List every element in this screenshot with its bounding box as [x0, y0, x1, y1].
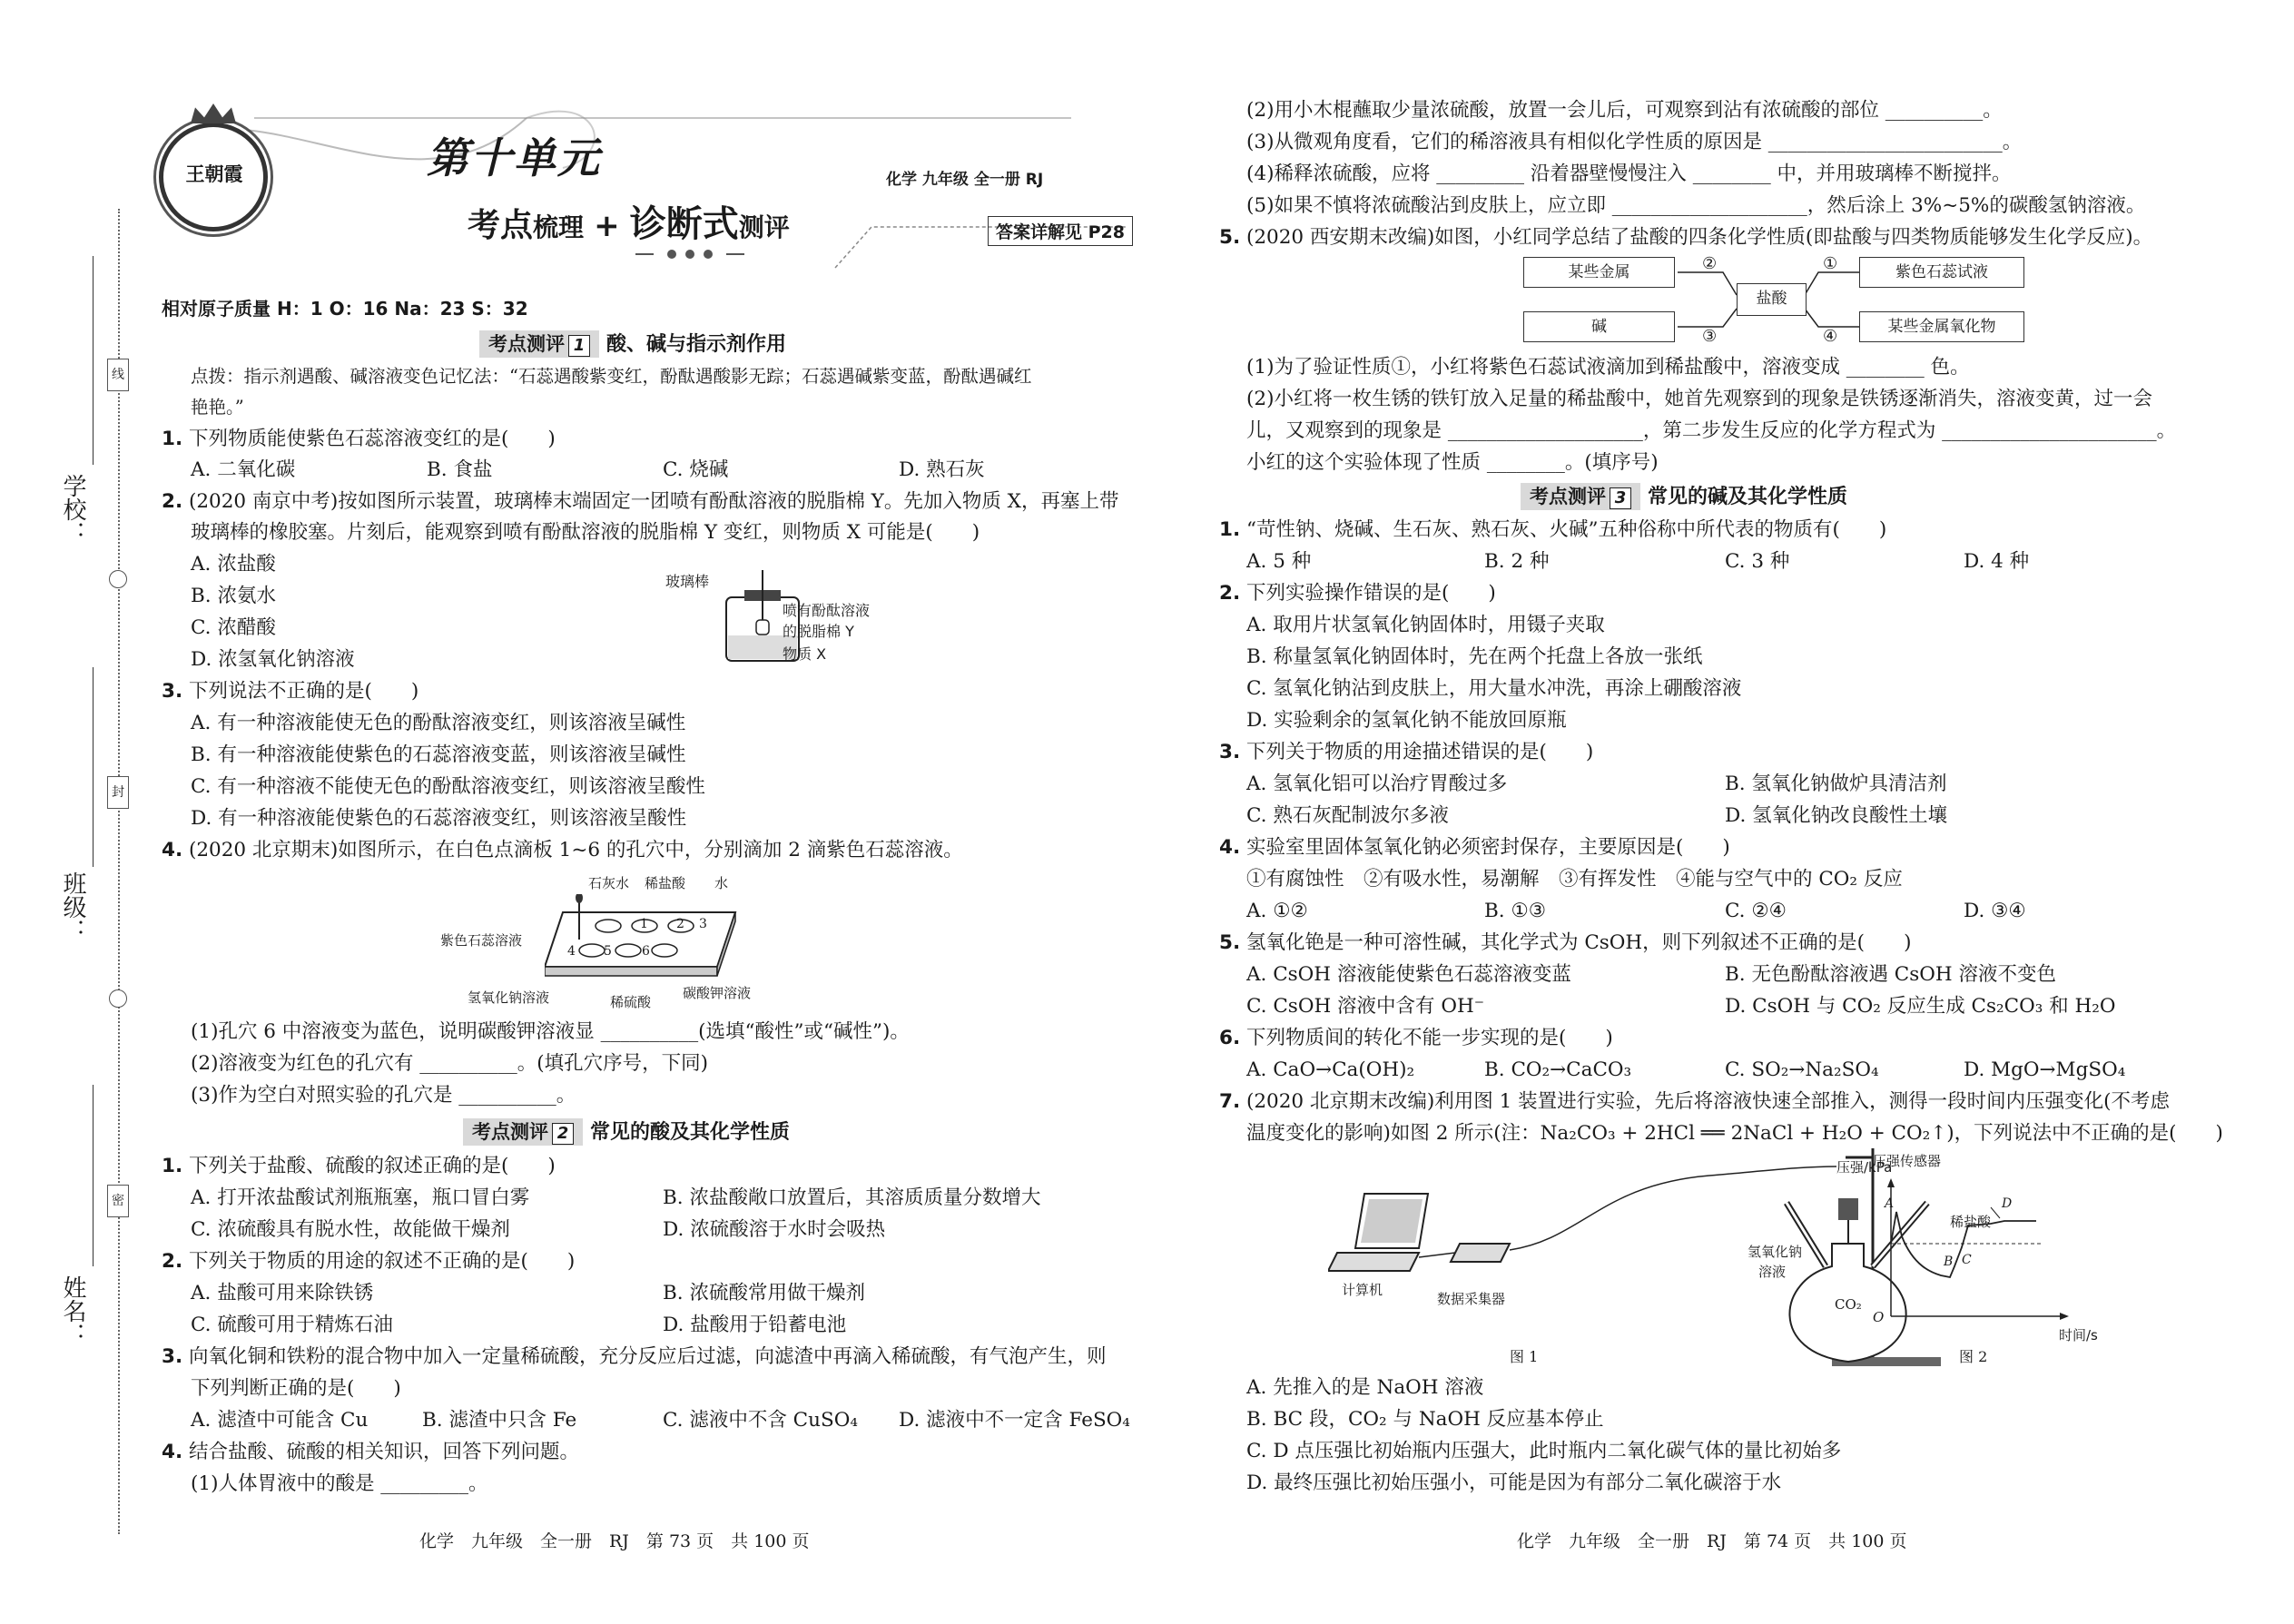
tip-line-2: 艳艳。”	[191, 397, 244, 418]
q5-sub-1: (1)为了验证性质①，小红将紫色石蕊试液滴加到稀盐酸中，溶液变成 ________ 色。	[1246, 356, 1970, 379]
base-question-2: 2. 下列实验操作错误的是( )	[1219, 582, 1496, 605]
q5-label-1: ①	[1823, 254, 1838, 273]
base-q6-option-c: C. SO₂→Na₂SO₄	[1725, 1058, 1879, 1081]
q3-option-b: B. 有一种溶液能使紫色的石蕊溶液变蓝，则该溶液呈碱性	[191, 743, 686, 766]
section-tag: 考点测评 3	[1521, 483, 1640, 510]
section-number: 1	[568, 335, 590, 357]
base-q4-statements: ①有腐蚀性 ②有吸水性，易潮解 ③有挥发性 ④能与空气中的 CO₂ 反应	[1246, 868, 1903, 891]
q5-box-base: 碱	[1523, 311, 1675, 342]
base-question-1: 1. “苛性钠、烧碱、生石灰、熟石灰、火碱”五种俗称中所代表的物质有( )	[1219, 518, 1887, 541]
acid-q4-sub-4: (4)稀释浓硫酸，应将 _________ 沿着器壁慢慢注入 ________ 中，并用玻璃棒不断搅拌。	[1246, 162, 2012, 185]
q4-hole-label-4: 4	[567, 944, 576, 959]
base-q2-option-a: A. 取用片状氢氧化钠固体时，用镊子夹取	[1246, 614, 1605, 636]
base-q2-option-b: B. 称量氢氧化钠固体时，先在两个托盘上各放一张纸	[1246, 645, 1703, 668]
q2-fig-y-label-1: 喷有酚酞溶液	[783, 602, 871, 619]
q4-fig-lime-label: 石灰水	[588, 875, 630, 891]
acid-q1-option-b: B. 浓盐酸敞口放置后，其溶质质量分数增大	[663, 1186, 1041, 1209]
q2-fig-rod-label: 玻璃棒	[665, 573, 710, 590]
base-question-6: 6. 下列物质间的转化不能一步实现的是( )	[1219, 1027, 1613, 1049]
q3-option-c: C. 有一种溶液不能使无色的酚酞溶液变红，则该溶液呈酸性	[191, 775, 705, 798]
acid-q4-sub-2: (2)用小木棍蘸取少量浓硫酸，放置一会儿后，可观察到沾有浓硫酸的部位 __________。	[1246, 99, 2003, 122]
unit-title: 第十单元	[427, 133, 601, 182]
acid-question-1: 1. 下列关于盐酸、硫酸的叙述正确的是( )	[162, 1155, 556, 1177]
base-question-3: 3. 下列关于物质的用途描述错误的是( )	[1219, 741, 1594, 763]
acid-q4-sub-5: (5)如果不慎将浓硫酸沾到皮肤上，应立即 ____________________，然后涂上 3%~5%的碳酸氢钠溶液。	[1246, 194, 2146, 217]
q4-fig-litmus-label: 紫色石蕊溶液	[440, 932, 523, 949]
section-tag: 考点测评 2	[463, 1118, 583, 1146]
q2-fig-y-label-2: 的脱脂棉 Y	[783, 623, 854, 640]
class-blank	[93, 667, 94, 867]
q4-sub-2: (2)溶液变为红色的孔穴有 __________。(填孔穴序号，下同)	[191, 1052, 709, 1075]
base-q7-option-a: A. 先推入的是 NaOH 溶液	[1246, 1376, 1484, 1399]
base-q3-option-b: B. 氢氧化钠做炉具清洁剂	[1725, 773, 1947, 795]
q7-fig1-collector-label: 数据采集器	[1437, 1291, 1506, 1307]
q4-hole-label-1: 1	[640, 917, 648, 931]
acid-question-4: 4. 结合盐酸、硫酸的相关知识，回答下列问题。	[162, 1441, 579, 1463]
base-q2-option-d: D. 实验剩余的氢氧化钠不能放回原瓶	[1246, 709, 1567, 732]
q5-box-oxide: 某些金属氧化物	[1859, 311, 2024, 342]
q1-option-a: A. 二氧化碳	[191, 458, 296, 481]
q3-option-a: A. 有一种溶液能使无色的酚酞溶液变红，则该溶液呈碱性	[191, 712, 686, 734]
q7-fig2-point-a: A	[1885, 1196, 1895, 1211]
subtitle-zhenduan: 诊断式	[629, 203, 739, 245]
q4-sub-3: (3)作为空白对照实验的孔穴是 __________。	[191, 1084, 576, 1107]
q7-fig2-point-c: C	[1962, 1253, 1972, 1267]
q5-label-2: ②	[1702, 254, 1718, 273]
section-1-header	[479, 329, 786, 356]
q4-fig-naoh-label: 氢氧化钠溶液	[468, 989, 550, 1006]
acid-q1-option-c: C. 浓硫酸具有脱水性，故能做干燥剂	[191, 1218, 510, 1241]
q5-label-3: ③	[1702, 327, 1718, 346]
q7-figure-1-caption: 图 1	[1510, 1348, 1539, 1365]
q1-option-b: B. 食盐	[427, 458, 493, 481]
q2-option-a: A. 浓盐酸	[191, 553, 276, 576]
acid-q3-option-d: D. 滤液中不一定含 FeSO₄	[899, 1409, 1130, 1432]
q5-sub-2-line-2: 儿，又观察到的现象是 ____________________，第二步发生反应的化学方程式为 ______________________。	[1246, 419, 2177, 442]
acid-q3-option-b: B. 滤渣中只含 Fe	[422, 1409, 577, 1432]
base-q3-option-c: C. 熟石灰配制波尔多液	[1246, 804, 1449, 827]
base-q6-option-a: A. CaO→Ca(OH)₂	[1246, 1058, 1415, 1081]
binding-circle	[109, 989, 127, 1008]
section-number: 3	[1610, 487, 1631, 509]
base-q4-option-d: D. ③④	[1964, 900, 2026, 922]
section-tag: 考点测评 1	[479, 330, 599, 358]
binding-dotted-line	[118, 209, 120, 1534]
subtitle-plus: +	[594, 208, 620, 244]
base-q6-option-b: B. CO₂→CaCO₃	[1484, 1058, 1632, 1081]
q5-label-4: ④	[1823, 327, 1838, 346]
acid-question-2: 2. 下列关于物质的用途的叙述不正确的是( )	[162, 1250, 576, 1273]
seal-mark-xian: 线	[107, 359, 129, 391]
section-title: 常见的酸及其化学性质	[590, 1121, 791, 1144]
section-3-header	[1521, 481, 1847, 508]
q7-fig2-origin: O	[1873, 1309, 1885, 1325]
acid-q3-option-a: A. 滤渣中可能含 Cu	[191, 1409, 369, 1432]
base-q1-option-a: A. 5 种	[1246, 550, 1312, 573]
acid-q1-option-d: D. 浓硫酸溶于水时会吸热	[663, 1218, 886, 1241]
base-q7-option-d: D. 最终压强比初始压强小，可能是因为有部分二氧化碳溶于水	[1246, 1471, 1782, 1494]
base-q4-option-b: B. ①③	[1484, 900, 1547, 922]
tip-line-1: 点拨：指示剂遇酸、碱溶液变色记忆法：“石蕊遇酸紫变红，酚酞遇酸影无踪；石蕊遇碱紫变蓝，酚酞遇碱红	[191, 366, 1032, 387]
base-q4-option-c: C. ②④	[1725, 900, 1787, 922]
seal-mark-mi: 密	[107, 1185, 129, 1217]
base-q7-option-c: C. D 点压强比初始瓶内压强大，此时瓶内二氧化碳气体的量比初始多	[1246, 1440, 1842, 1462]
q4-fig-hcl-label: 稀盐酸	[645, 875, 686, 891]
base-q5-option-c: C. CsOH 溶液中含有 OH⁻	[1246, 995, 1485, 1018]
right-page-footer: 化学 九年级 全一册 RJ 第 74 页 共 100 页	[1517, 1531, 1907, 1551]
q7-fig1-naoh-label-2: 溶液	[1758, 1264, 1787, 1280]
question-4: 4. (2020 北京期末)如图所示，在白色点滴板 1~6 的孔穴中，分别滴加 2 滴紫色石蕊溶液。	[162, 839, 963, 861]
q7-fig2-y-label: 压强/kPa	[1836, 1159, 1893, 1176]
q5-box-hcl: 盐酸	[1737, 283, 1807, 316]
q4-hole-label-6: 6	[642, 944, 650, 959]
answer-reference: 答案详解见 P28	[988, 216, 1133, 246]
base-q1-option-b: B. 2 种	[1484, 550, 1550, 573]
q7-fig2-x-label: 时间/s	[2059, 1327, 2098, 1343]
class-label: 班级：	[59, 871, 86, 942]
school-blank	[93, 256, 94, 465]
subtitle-ceping: 测评	[738, 212, 790, 242]
q5-box-metal: 某些金属	[1523, 257, 1675, 288]
right-page	[1147, 0, 2294, 1624]
q4-hole-label-3: 3	[699, 917, 707, 931]
base-question-5: 5. 氢氧化铯是一种可溶性碱，其化学式为 CsOH，则下列叙述不正确的是( )	[1219, 931, 1912, 954]
question-2-line-1: 2. (2020 南京中考)按如图所示装置，玻璃棒末端固定一团喷有酚酞溶液的脱脂棉 Y。先加入物质 X，再塞上带	[162, 490, 1119, 513]
question-3: 3. 下列说法不正确的是( )	[162, 680, 419, 703]
acid-q2-option-c: C. 硫酸可用于精炼石油	[191, 1314, 393, 1336]
header-subtitle	[468, 195, 790, 247]
logo-emblem	[159, 123, 268, 231]
base-q5-option-a: A. CsOH 溶液能使紫色石蕊溶液变蓝	[1246, 963, 1571, 986]
acid-q3-option-c: C. 滤液中不含 CuSO₄	[663, 1409, 858, 1432]
q4-spot-plate-figure	[545, 894, 744, 985]
base-q3-option-a: A. 氢氧化铝可以治疗胃酸过多	[1246, 773, 1508, 795]
q4-sub-1: (1)孔穴 6 中溶液变为蓝色，说明碳酸钾溶液显 __________(选填“酸性”或“碱性”)。	[191, 1020, 910, 1043]
q2-option-c: C. 浓醋酸	[191, 616, 276, 639]
q7-fig1-sensor-label: 压强传感器	[1873, 1153, 1942, 1169]
base-q3-option-d: D. 氢氧化钠改良酸性土壤	[1725, 804, 1948, 827]
q7-fig2-point-d: D	[2002, 1196, 2013, 1211]
acid-q2-option-d: D. 盐酸用于铅蓄电池	[663, 1314, 847, 1336]
base-q6-option-d: D. MgO→MgSO₄	[1964, 1058, 2126, 1081]
school-label: 学校：	[59, 474, 86, 545]
question-1: 1. 下列物质能使紫色石蕊溶液变红的是( )	[162, 428, 556, 450]
atomic-mass: 相对原子质量 H：1 O：16 Na：23 S：32	[162, 298, 528, 320]
name-label: 姓名：	[59, 1275, 86, 1346]
question-2-line-2: 玻璃棒的橡胶塞。片刻后，能观察到喷有酚酞溶液的脱脂棉 Y 变红，则物质 X 可能是( )	[191, 521, 980, 544]
section-number: 2	[552, 1123, 574, 1145]
acid-q4-sub-3: (3)从微观角度看，它们的稀溶液具有相似化学性质的原因是 ________________________。	[1246, 131, 2023, 153]
seal-mark-feng: 封	[107, 776, 129, 809]
q1-option-c: C. 烧碱	[663, 458, 729, 481]
left-page-footer: 化学 九年级 全一册 RJ 第 73 页 共 100 页	[419, 1531, 810, 1551]
acid-question-5: 5. (2020 西安期末改编)如图，小红同学总结了盐酸的四条化学性质(即盐酸与四类物质能够发生化学反应)。	[1219, 226, 2153, 249]
acid-q2-option-a: A. 盐酸可用来除铁锈	[191, 1282, 374, 1304]
base-q7-option-b: B. BC 段，CO₂ 与 NaOH 反应基本停止	[1246, 1408, 1604, 1431]
q7-fig1-co2-label: CO₂	[1835, 1296, 1862, 1313]
q4-fig-water-label: 水	[714, 875, 729, 891]
q1-option-d: D. 熟石灰	[899, 458, 985, 481]
name-blank	[93, 1085, 94, 1266]
logo-text: 王朝霞	[185, 162, 243, 185]
subtitle-kaodian: 考点	[468, 207, 534, 244]
subtitle-shuli: 梳理	[533, 212, 585, 242]
q4-hole-label-2: 2	[676, 917, 684, 931]
q3-option-d: D. 有一种溶液能使紫色的石蕊溶液变红，则该溶液呈酸性	[191, 807, 687, 830]
acid-question-3-line-2: 下列判断正确的是( )	[191, 1377, 401, 1400]
acid-question-3-line-1: 3. 向氧化铜和铁粉的混合物中加入一定量稀硫酸，充分反应后过滤，向滤渣中再滴入稀硫酸，有气泡产生，则	[162, 1345, 1107, 1368]
acid-q4-sub-1: (1)人体胃液中的酸是 _________。	[191, 1472, 488, 1495]
base-q5-option-b: B. 无色酚酞溶液遇 CsOH 溶液不变色	[1725, 963, 2056, 986]
base-q5-option-d: D. CsOH 与 CO₂ 反应生成 Cs₂CO₃ 和 H₂O	[1725, 995, 2116, 1018]
q7-figure-2-caption: 图 2	[1959, 1348, 1988, 1365]
q2-fig-x-label: 物质 X	[783, 645, 827, 663]
base-q1-option-c: C. 3 种	[1725, 550, 1790, 573]
acid-q2-option-b: B. 浓硫酸常用做干燥剂	[663, 1282, 865, 1304]
q5-sub-2-line-1: (2)小红将一枚生锈的铁钉放入足量的稀盐酸中，她首先观察到的现象是铁锈逐渐消失，溶液变黄，过一会	[1246, 388, 2152, 410]
section-title: 常见的碱及其化学性质	[1648, 486, 1848, 508]
base-q1-option-d: D. 4 种	[1964, 550, 2030, 573]
q5-sub-2-line-3: 小红的这个实验体现了性质 ________。(填序号)	[1246, 451, 1659, 474]
base-question-7-line-1: 7. (2020 北京期末改编)利用图 1 装置进行实验，先后将溶液快速全部推入，测得一段时间内压强变化(不考虑	[1219, 1090, 2171, 1113]
book-meta: 化学 九年级 全一册 RJ	[886, 171, 1044, 189]
acid-q1-option-a: A. 打开浓盐酸试剂瓶瓶塞，瓶口冒白雾	[191, 1186, 530, 1209]
q7-fig1-hcl-label: 稀盐酸	[1950, 1214, 1992, 1230]
q4-hole-label-5: 5	[604, 944, 612, 959]
q7-fig2-point-b: B	[1944, 1255, 1954, 1269]
base-q4-option-a: A. ①②	[1246, 900, 1308, 922]
q2-option-b: B. 浓氨水	[191, 585, 276, 607]
q5-box-litmus: 紫色石蕊试液	[1859, 257, 2024, 288]
q7-fig1-pc-label: 计算机	[1342, 1282, 1383, 1298]
base-q2-option-c: C. 氢氧化钠沾到皮肤上，用大量水冲洗，再涂上硼酸溶液	[1246, 677, 1742, 700]
q2-option-d: D. 浓氢氧化钠溶液	[191, 648, 355, 671]
base-question-4: 4. 实验室里固体氢氧化钠必须密封保存，主要原因是( )	[1219, 836, 1730, 859]
q7-fig1-naoh-label-1: 氢氧化钠	[1748, 1244, 1803, 1260]
section-2-header	[463, 1117, 790, 1144]
base-question-7-line-2: 温度变化的影响)如图 2 所示(注：Na₂CO₃ + 2HCl ══ 2NaCl + H₂O + CO₂↑)，下列说法中不正确的是( )	[1246, 1122, 2223, 1145]
q4-fig-h2so4-label: 稀硫酸	[610, 994, 652, 1010]
section-title: 酸、碱与指示剂作用	[606, 333, 787, 356]
q4-fig-k2co3-label: 碳酸钾溶液	[683, 985, 752, 1001]
binding-circle	[109, 570, 127, 588]
